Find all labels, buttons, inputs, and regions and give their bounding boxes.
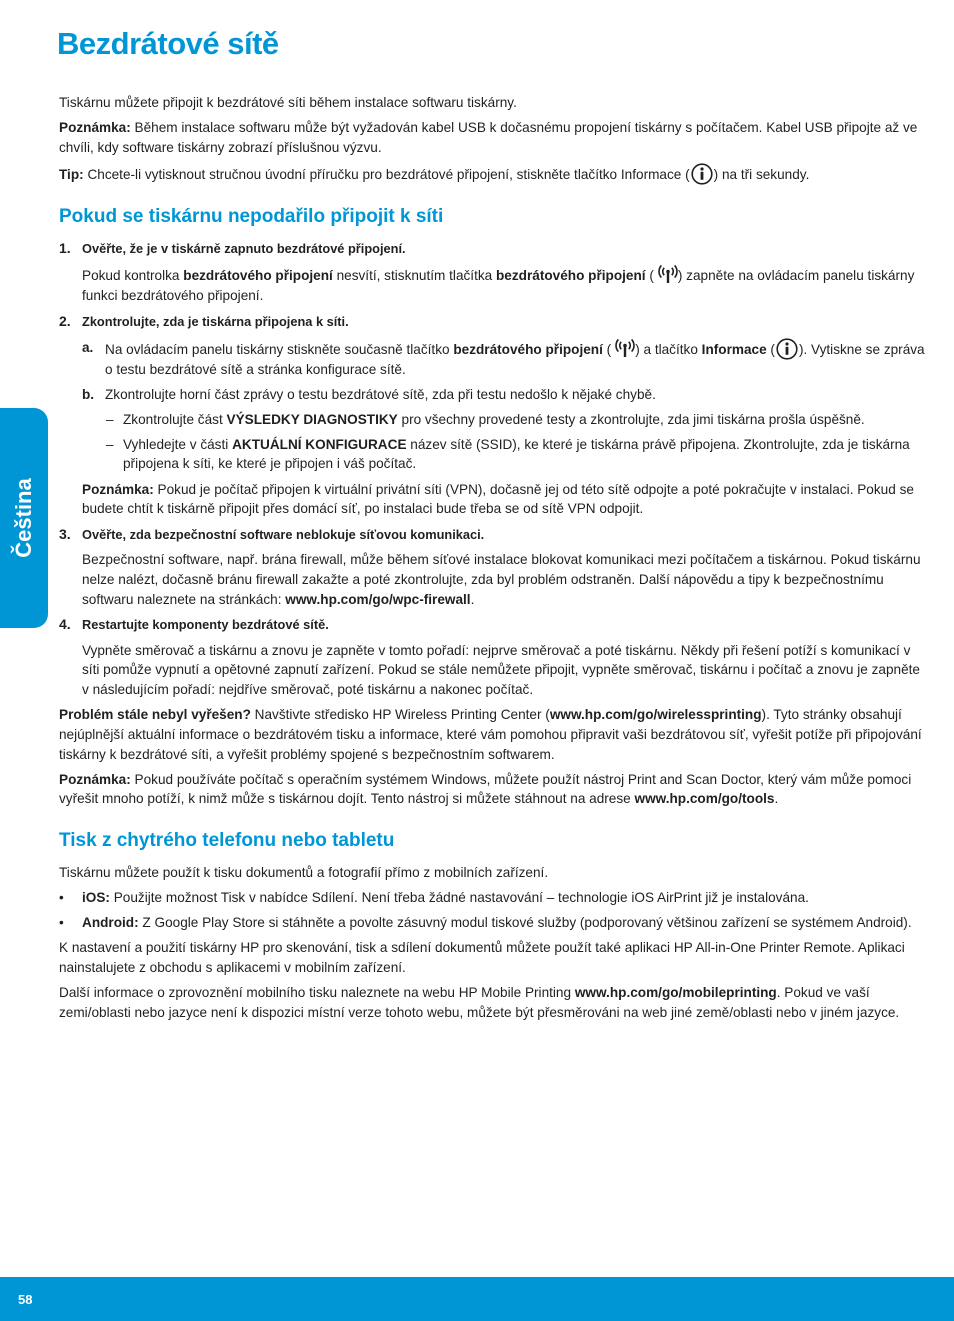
problem-paragraph: Problém stále nebyl vyřešen? Navštivte středisko HP Wireless Printing Center (www.hp.com/go/wirelessprinting). Tyto stránky obsahují nejúplnější aktuální informace o bezdrátovém tisku a informace, které vám pomohou připravit vaši bezdrátovou síť, vyřešit potíže při připojování tiskárny k bezdrátové síti, a vyřešit problémy spojené s bezpečnostním softwarem.	[59, 707, 922, 762]
mobile-printing-paragraph: Další informace o zprovoznění mobilního tisku naleznete na webu HP Mobile Printing www.hp.com/go/mobileprinting. Pokud ve vaší zemi/oblasti nebo jazyce není k dispozici místní verze tohoto webu, můžete být přesměrováni na web jiné země/oblasti nebo v jiném jazyce.	[59, 984, 900, 1020]
mobile-printing-link[interactable]: www.hp.com/go/mobileprinting	[574, 984, 777, 1000]
step-number: 3.	[59, 525, 71, 542]
bullet-android: • Android: Z Google Play Store si stáhněte a povolte zásuvný modul tiskové služby (podporovaný většinou zařízení se systémem Android).	[59, 913, 925, 933]
info-icon	[691, 163, 713, 185]
dash-mark: –	[106, 411, 114, 427]
tip-paragraph: Tip: Chcete-li vytisknout stručnou úvodní příručku pro bezdrátové připojení, stiskněte tlačítko Informace ( ) na tři sekundy.	[59, 163, 925, 185]
page-title: Bezdrátové sítě	[57, 26, 279, 61]
dash-mark: –	[106, 436, 114, 452]
firewall-link[interactable]: www.hp.com/go/wpc-firewall	[285, 591, 471, 607]
step-3	[59, 525, 925, 609]
mobile-app-paragraph: K nastavení a použití tiskárny HP pro skenování, tisk a sdílení dokumentů můžete použít také aplikaci HP All-in-One Printer Remote. Aplikaci nainstalujete z obchodu s aplikacemi v mobilním zařízení.	[59, 940, 905, 975]
substep-body: Na ovládacím panelu tiskárny stiskněte současně tlačítko bezdrátového připojení ( ) a tlačítko Informace ( ). Vytiskne se zpráva o testu bezdrátové sítě a stránka konfigurace sítě.	[105, 338, 925, 380]
step-body: Bezpečnostní software, např. brána firewall, může během síťové instalace blokovat komunikaci mezi počítačem a tiskárnou. Pokud tiskárnu nelze nalézt, dočasně bránu firewall zakažte a poté zkontrolujte, zda byl problém odstraněn. Další nápovědu a tipy k bezpečnostnímu softwaru naleznete na stránkách: www.hp.com/go/wpc-firewall.	[82, 552, 921, 607]
page-number: 58	[18, 1292, 33, 1307]
step-body: Vypněte směrovač a tiskárnu a znovu je zapněte v tomto pořadí: nejprve směrovač a poté tiskárnu. Někdy při řešení potíží s komunikací v síti pomůže vypnutí a opětovné zapnutí zařízení. Pokud se stále nemůžete připojit, vypněte směrovač, tiskárnu i počítač a znovu je zapněte v následujícím pořadí: nejdříve směrovač, poté tiskárnu a nakonec počítač.	[82, 642, 920, 697]
step-heading: Zkontrolujte, zda je tiskárna připojena k síti.	[82, 313, 349, 329]
step-number: 4.	[59, 616, 71, 633]
bullet-dot: •	[59, 915, 64, 931]
bullet-ios: • iOS: Použijte možnost Tisk v nabídce Sdílení. Není třeba žádné nastavování – technologie iOS AirPrint již je instalována.	[59, 888, 925, 908]
step-heading: Restartujte komponenty bezdrátové sítě.	[82, 617, 329, 633]
page-content	[59, 93, 925, 1028]
step-heading: Ověřte, zda bezpečnostní software neblokuje síťovou komunikaci.	[82, 526, 485, 542]
substep-letter: a.	[82, 339, 94, 355]
dash-item-configuration: – Vyhledejte v části AKTUÁLNÍ KONFIGURACE název sítě (SSID), ke které je tiskárna právě připojena. Zkontrolujte, zda je tiskárna připojena k síti, ke které je připojen i váš počítač.	[106, 436, 910, 472]
mobile-intro: Tiskárnu můžete použít k tisku dokumentů a fotografií přímo z mobilních zařízení.	[59, 864, 549, 880]
step-body: Pokud kontrolka bezdrátového připojení nesvítí, stisknutím tlačítka bezdrátového připojení ( ) zapněte na ovládacím panelu tiskárny funkci bezdrátového připojení.	[82, 264, 925, 306]
step-heading: Ověřte, že je v tiskárně zapnuto bezdrátové připojení.	[82, 240, 406, 256]
step-4	[59, 615, 925, 699]
section-heading-connection: Pokud se tiskárnu nepodařilo připojit k síti	[59, 205, 444, 227]
step-number: 2.	[59, 312, 71, 329]
dash-item-diagnostics: – Zkontrolujte část VÝSLEDKY DIAGNOSTIKY pro všechny provedené testy a zkontrolujte, zda jimi tiskárna prošla úspěšně.	[82, 410, 925, 430]
language-side-tab	[0, 408, 48, 628]
bullet-dot: •	[59, 890, 64, 906]
section-heading-mobile: Tisk z chytrého telefonu nebo tabletu	[59, 829, 395, 851]
step-2	[59, 312, 925, 519]
note-vpn: Poznámka: Pokud je počítač připojen k virtuální privátní síti (VPN), dočasně jej od této sítě odpojte a poté pokračujte v instalaci. Pokud se budete chtít k tiskárně připojit přes domácí síť, po instalaci bude třeba se od sítě VPN odpojit.	[82, 481, 914, 517]
page-footer	[0, 1277, 954, 1321]
info-icon	[776, 338, 798, 360]
substep-a	[82, 338, 925, 380]
wireless-printing-link[interactable]: www.hp.com/go/wirelessprinting	[549, 707, 762, 723]
note-tools: Poznámka: Pokud používáte počítač s operačním systémem Windows, můžete použít nástroj Print and Scan Doctor, který vám může pomoci vyřešit mnoho potíží, k nimž může s tiskárnou dojít. Tento nástroj si můžete stáhnout na adrese www.hp.com/go/tools.	[59, 771, 912, 807]
step-number: 1.	[59, 239, 71, 256]
wireless-icon	[612, 338, 634, 360]
substep-body: Zkontrolujte horní část zprávy o testu bezdrátové sítě, zda při testu nedošlo k nějaké chybě.	[105, 386, 656, 402]
side-tab-label: Čeština	[11, 478, 37, 558]
step-1	[59, 239, 925, 306]
substep-letter: b.	[82, 386, 95, 402]
substep-b	[82, 385, 925, 405]
wireless-icon	[655, 264, 677, 286]
tools-link[interactable]: www.hp.com/go/tools	[634, 791, 775, 807]
intro-paragraph: Tiskárnu můžete připojit k bezdrátové síti během instalace softwaru tiskárny.	[59, 95, 517, 110]
note-usb: Poznámka: Během instalace softwaru může být vyžadován kabel USB k dočasnému propojení tiskárny s počítačem. Kabel USB připojte až ve chvíli, kdy software tiskárny zobrazí příslušnou výzvu.	[59, 120, 918, 155]
